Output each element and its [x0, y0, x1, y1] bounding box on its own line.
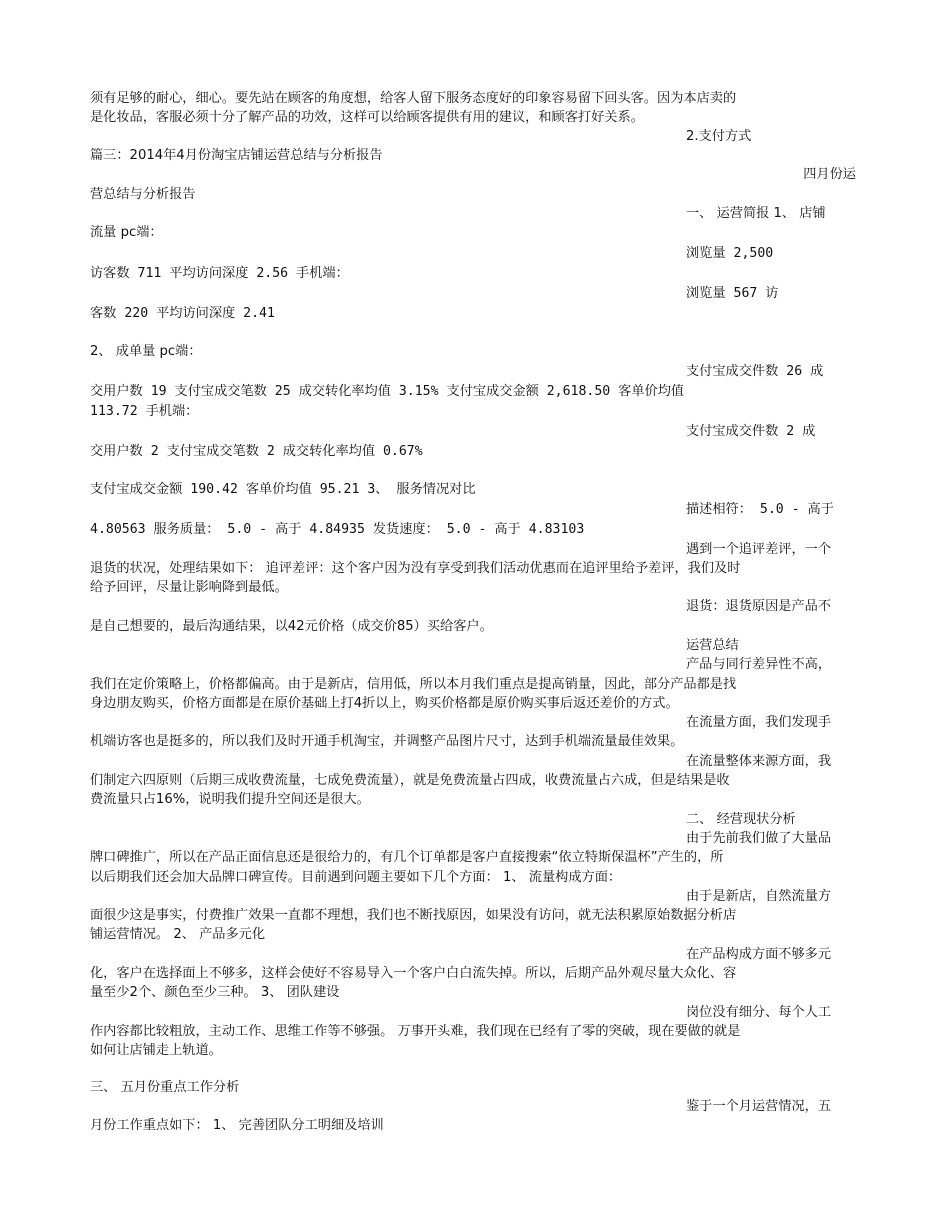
text-line: 如何让店铺走上轨道。: [90, 1043, 222, 1058]
text-line: 交用户数 2 支付宝成交笔数 2 成交转化率均值 0.67%: [90, 444, 423, 459]
text-line: 遇到一个追评差评，一个: [686, 542, 832, 557]
text-line: 流量 pc端：: [90, 225, 163, 240]
text-line: 面很少这是事实，付费推广效果一直都不理想，我们也不断找原因，如果没有访问，就无法积累原始数据分析店: [90, 908, 737, 923]
text-line: 访客数 711 平均访问深度 2.56 手机端：: [90, 266, 349, 281]
text-line: 是化妆品，客服必须十分了解产品的功效，这样可以给顾客提供有用的建议，和顾客打好关系。: [90, 110, 644, 125]
text-line: 费流量只占16%，说明我们提升空间还是很大。: [90, 792, 370, 807]
text-line: 们制定六四原则（后期三成收费流量，七成免费流量），就是免费流量占四成，收费流量占六成，但是结果是收: [90, 773, 730, 788]
text-line: 鉴于一个月运营情况，五: [686, 1099, 832, 1114]
text-line: 机端访客也是挺多的，所以我们及时开通手机淘宝，并调整产品图片尺寸，达到手机端流量最佳效果。: [90, 734, 684, 749]
text-line: 须有足够的耐心，细心。要先站在顾客的角度想，给客人留下服务态度好的印象容易留下回头客。因为本店卖的: [90, 91, 737, 106]
text-line: 一、 运营简报 1、 店铺: [686, 206, 826, 221]
text-line: 交用户数 19 支付宝成交笔数 25 成交转化率均值 3.15% 支付宝成交金额 2,618.50 客单价均值: [90, 384, 685, 399]
text-line: 作内容都比较粗放，主动工作、思维工作等不够强。 万事开头难，我们现在已经有了零的突破，现在要做的就是: [90, 1024, 741, 1039]
text-line: 2、 成单量 pc端：: [90, 344, 202, 359]
text-line: 由于是新店，自然流量方: [686, 889, 832, 904]
text-line: 铺运营情况。 2、 产品多元化: [90, 927, 266, 942]
text-line: 二、 经营现状分析: [686, 812, 796, 827]
text-line: 营总结与分析报告: [90, 187, 196, 202]
text-line: 支付宝成交件数 26 成: [686, 364, 824, 379]
text-line: 描述相符： 5.0 - 高于: [686, 502, 834, 517]
text-line: 牌口碑推广，所以在产品正面信息还是很给力的，有几个订单都是客户直接搜索“依立特斯保温杯”产生的，所: [90, 850, 724, 865]
text-line: 化，客户在选择面上不够多，这样会使好不容易导入一个客户白白流失掉。所以，后期产品外观尽量大众化、容: [90, 966, 737, 981]
text-line: 运营总结: [686, 638, 739, 653]
text-line: 退货：退货原因是产品不: [686, 599, 832, 614]
section-heading: 篇三：2014年4月份淘宝店铺运营总结与分析报告: [90, 148, 383, 163]
section-heading: 三、 五月份重点工作分析: [90, 1080, 240, 1095]
text-line: 月份工作重点如下： 1、 完善团队分工明细及培训: [90, 1118, 384, 1133]
text-line: 岗位没有细分、每个人工: [686, 1005, 832, 1020]
text-line: 支付宝成交金额 190.42 客单价均值 95.21 3、 服务情况对比: [90, 482, 476, 497]
text-line: 2.支付方式: [686, 129, 752, 144]
text-line: 是自己想要的，最后沟通结果，以42元价格（成交价85）买给客户。: [90, 619, 493, 634]
text-line: 浏览量 567 访: [686, 286, 779, 301]
text-line: 由于先前我们做了大量品: [686, 831, 832, 846]
text-line: 我们在定价策略上，价格都偏高。由于是新店，信用低，所以本月我们重点是提高销量，因此，部分产品都是找: [90, 677, 737, 692]
text-line: 支付宝成交件数 2 成: [686, 424, 816, 439]
text-line: 四月份运: [803, 167, 856, 182]
text-line: 4.80563 服务质量： 5.0 - 高于 4.84935 发货速度： 5.0 - 高于 4.83103: [90, 522, 585, 537]
text-line: 浏览量 2,500: [686, 246, 774, 261]
text-line: 身边朋友购买，价格方面都是在原价基础上打4折以上，购买价格都是原价购买事后返还差价的方式。: [90, 696, 679, 711]
text-line: 在流量整体来源方面，我: [686, 754, 832, 769]
text-line: 产品与同行差异性不高，: [686, 657, 832, 672]
text-line: 在流量方面，我们发现手: [686, 715, 832, 730]
text-line: 在产品构成方面不够多元: [686, 947, 832, 962]
text-line: 给予回评，尽量让影响降到最低。: [90, 580, 288, 595]
text-line: 退货的状况，处理结果如下： 追评差评：这个客户因为没有享受到我们活动优惠而在追评里给予差评，我们及时: [90, 561, 741, 576]
text-line: 客数 220 平均访问深度 2.41: [90, 306, 275, 321]
text-line: 量至少2个、颜色至少三种。 3、 团队建设: [90, 985, 340, 1000]
text-line: 113.72 手机端：: [90, 404, 199, 419]
text-line: 以后期我们还会加大品牌口碑宣传。目前遇到问题主要如下几个方面： 1、 流量构成方面：: [90, 870, 622, 885]
